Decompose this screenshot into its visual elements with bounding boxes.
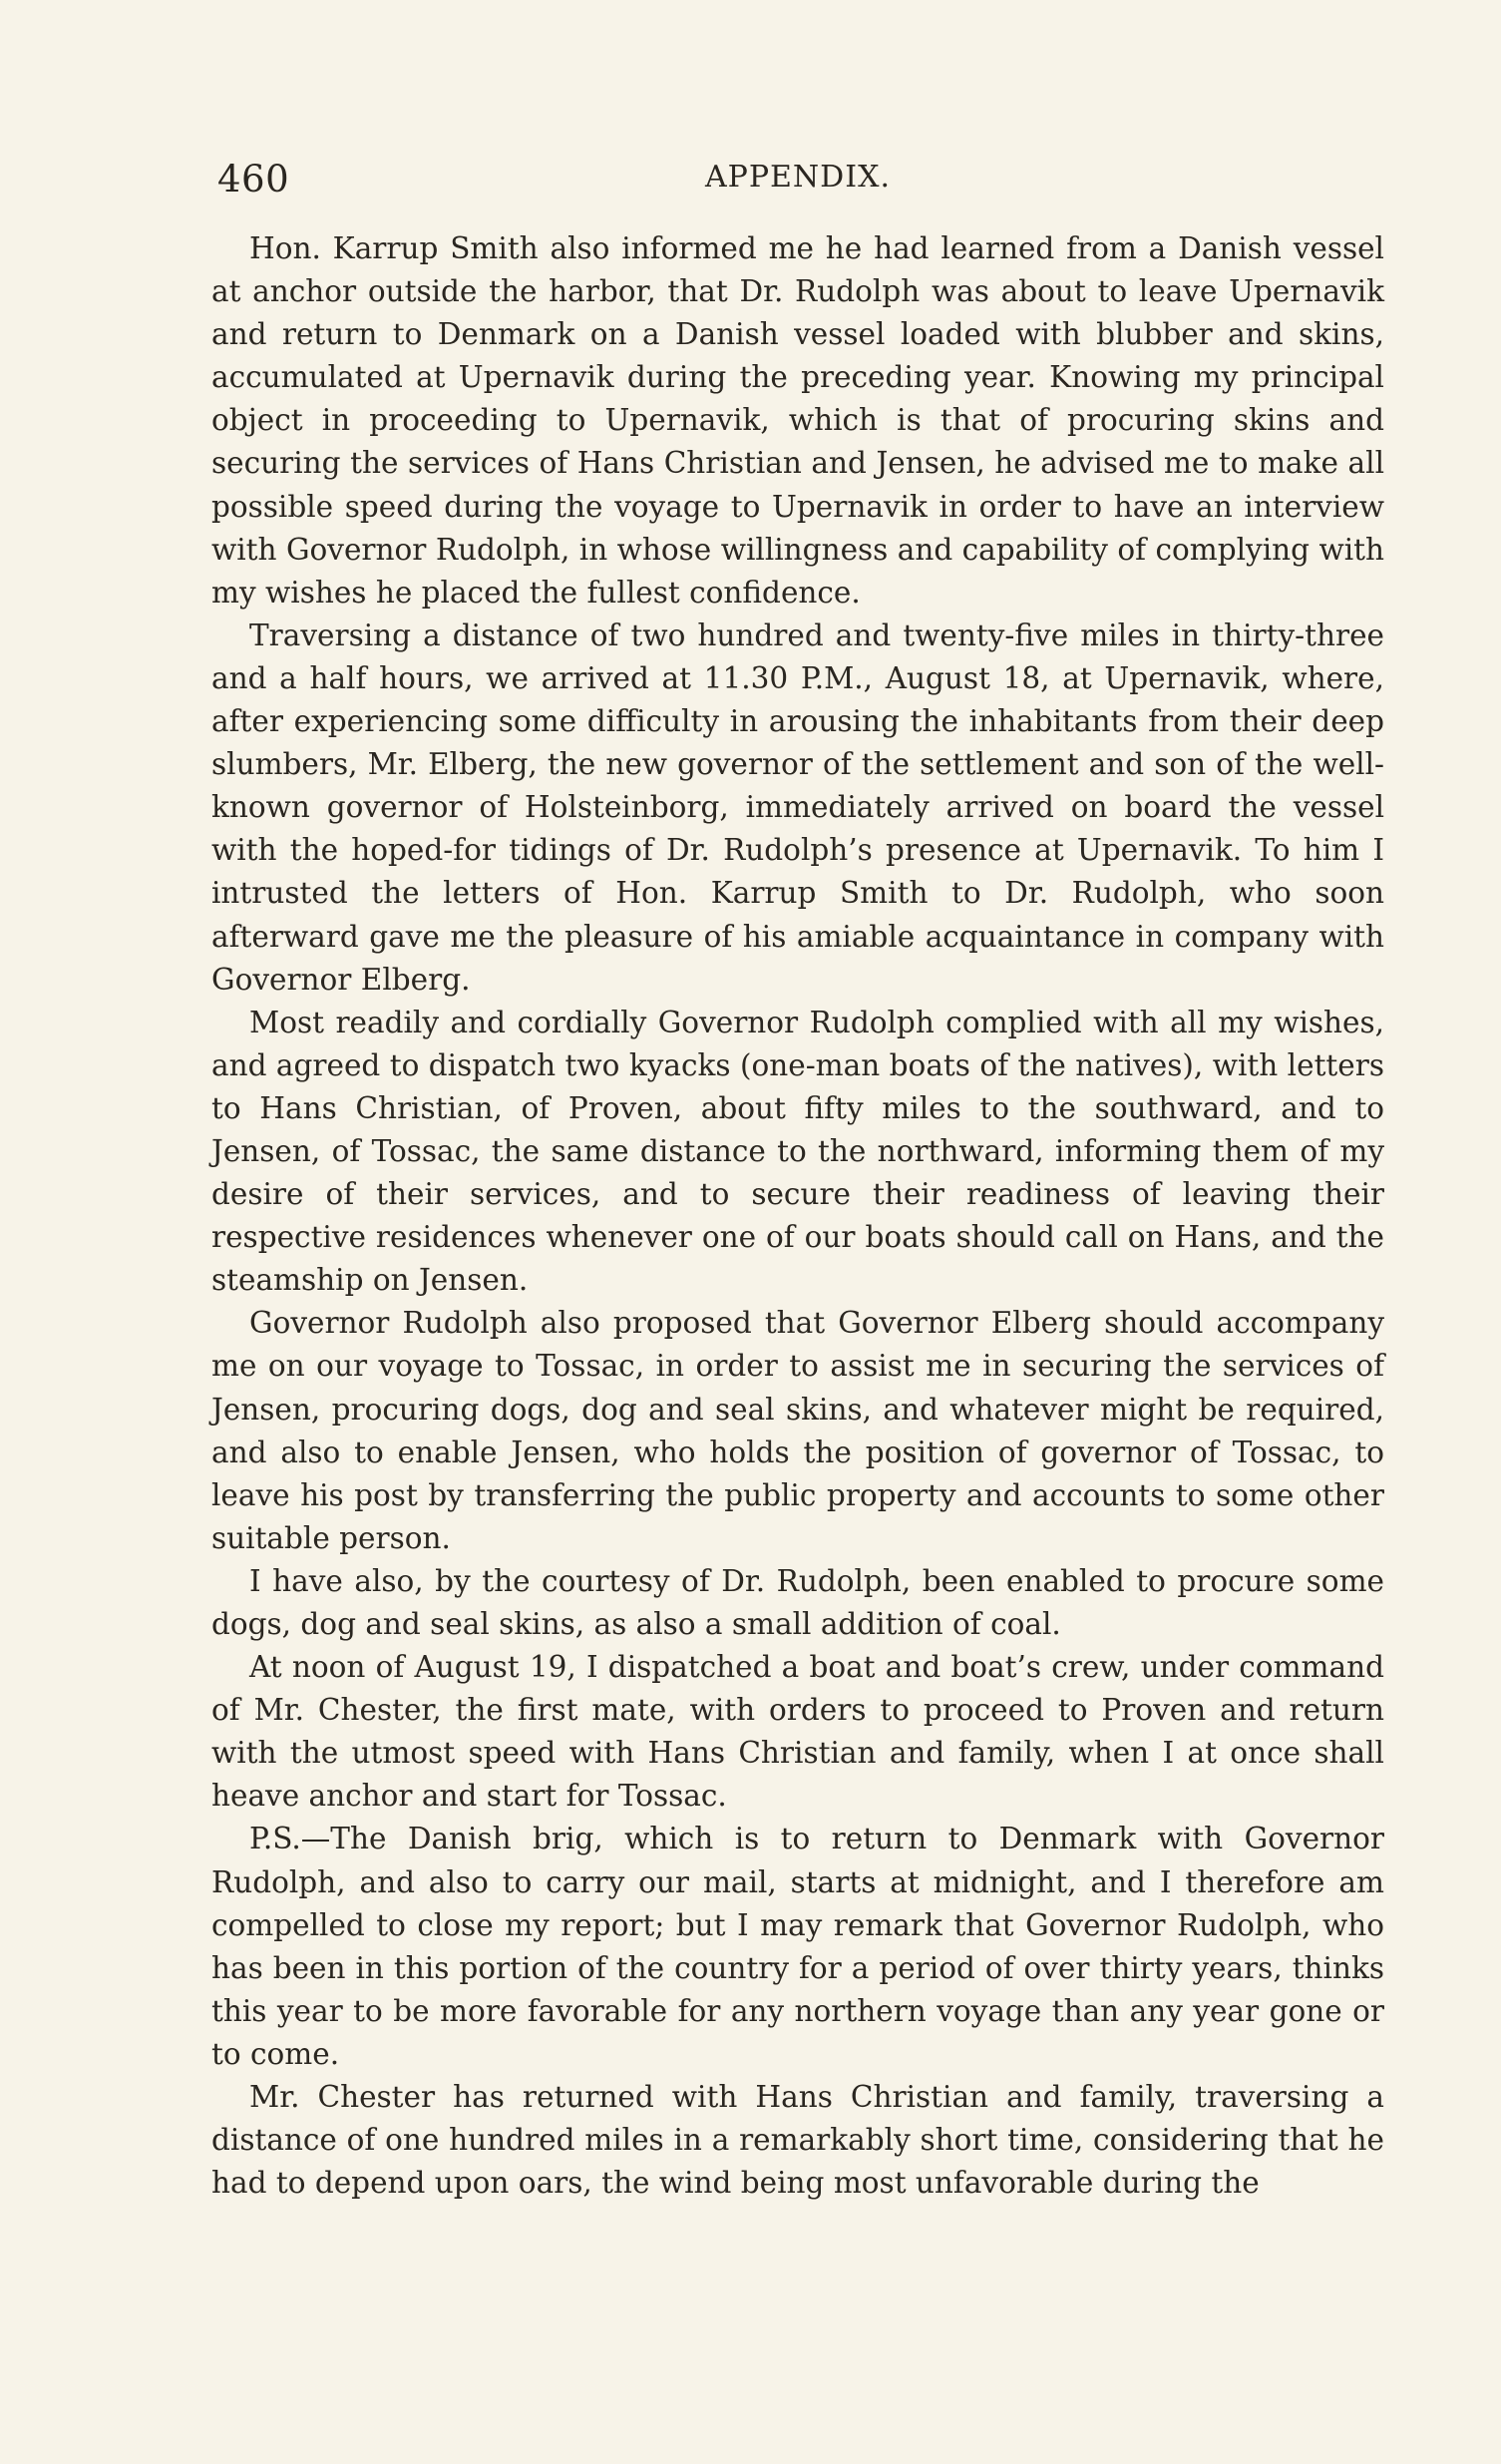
- paragraph: Governor Rudolph also proposed that Governor Elberg should accompany me on our voyage to Tossac, in order to assist me in securing the services of Jensen, procuring dogs, dog and seal skins, and whatever might be required, and also to enable Jensen, who holds the position of governor of Tossac, to leave his post by transferring the public property and accounts to some other suitable person.: [211, 1306, 1384, 1555]
- paragraph: Hon. Karrup Smith also informed me he had learned from a Danish vessel at anchor outside the harbor, that Dr. Rudolph was about to leave Upernavik and return to Denmark on a Danish vessel loaded with blubber and skins, accumulated at Upernavik during the preceding year. Knowing my principal object in proceeding to Upernavik, which is that of procuring skins and securing the services of Hans Christian and Jensen, he advised me to make all possible speed during the voyage to Upernavik in order to have an interview with Governor Rudolph, in whose willingness and capability of complying with my wishes he placed the fullest confidence.: [211, 231, 1384, 610]
- paragraph: P.S.—The Danish brig, which is to return to Denmark with Governor Rudolph, and also to carry our mail, starts at midnight, and I therefore am compelled to close my report; but I may remark that Governor Rudolph, who has been in this portion of the country for a period of over thirty years, thinks this year to be more favorable for any northern voyage than any year gone or to come.: [211, 1822, 1384, 2071]
- paragraph: At noon of August 19, I dispatched a boat and boat’s crew, under command of Mr. Chester, the first mate, with orders to proceed to Proven and return with the utmost speed with Hans Christian and family, when I at once shall heave anchor and start for Tossac.: [211, 1650, 1384, 1814]
- paragraph: I have also, by the courtesy of Dr. Rudolph, been enabled to procure some dogs, dog and seal skins, as also a small addition of coal.: [211, 1563, 1384, 1641]
- body-text: [211, 227, 1384, 2205]
- page-number: 460: [217, 158, 290, 201]
- paragraph: Mr. Chester has returned with Hans Christian and family, traversing a distance of one hundred miles in a remarkably short time, considering that he had to depend upon oars, the wind being most unfavorable during the: [211, 2080, 1384, 2201]
- paragraph: Most readily and cordially Governor Rudolph complied with all my wishes, and agreed to dispatch two kyacks (one-man boats of the natives), with letters to Hans Christian, of Proven, about fifty miles to the southward, and to Jensen, of Tossac, the same distance to the northward, informing them of my desire of their services, and to secure their readiness of leaving their respective residences whenever one of our boats should call on Hans, and the steamship on Jensen.: [211, 1005, 1384, 1298]
- paragraph: Traversing a distance of two hundred and twenty-five miles in thirty-three and a half hours, we arrived at 11.30 P.M., August 18, at Upernavik, where, after experiencing some difficulty in arousing the inhabitants from their deep slumbers, Mr. Elberg, the new governor of the settlement and son of the well-known governor of Holsteinborg, immediately arrived on board the vessel with the hoped-for tidings of Dr. Rudolph’s presence at Upernavik. To him I intrusted the letters of Hon. Karrup Smith to Dr. Rudolph, who soon afterward gave me the pleasure of his amiable acquaintance in company with Governor Elberg.: [211, 617, 1384, 997]
- running-head: APPENDIX.: [705, 160, 891, 195]
